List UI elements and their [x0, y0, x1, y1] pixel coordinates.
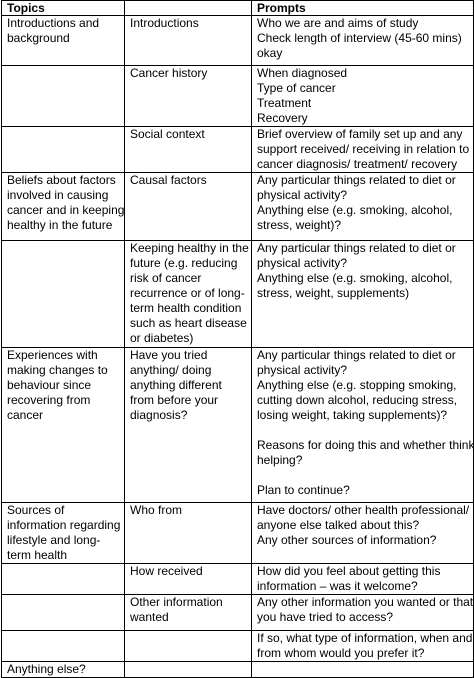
prompts-cell: [252, 66, 474, 127]
cell-text-line: recovering from: [7, 393, 91, 407]
cell-text-line: Treatment: [257, 96, 312, 110]
table-row: [2, 595, 474, 631]
cell-text-line: diagnosis?: [130, 408, 188, 422]
subtopic-cell: [125, 662, 252, 678]
cell-text-line: helping?: [257, 453, 303, 467]
table-row: [2, 348, 474, 503]
cell-text-line: stress, weight, supplements): [257, 286, 410, 300]
cell-text-line: involved in causing: [7, 188, 109, 202]
table-row: [2, 631, 474, 662]
prompts-cell: [252, 631, 474, 662]
cell-text-line: physical activity?: [257, 256, 348, 270]
cell-text-line: behaviour since: [7, 378, 92, 392]
cell-text-line: When diagnosed: [257, 66, 348, 80]
prompts-cell: [252, 241, 474, 348]
interview-topic-guide-table: [1, 0, 474, 678]
subtopic-cell: [125, 348, 252, 503]
topic-cell: [2, 241, 125, 348]
topic-cell: [2, 173, 125, 241]
cell-text-line: okay: [257, 46, 283, 60]
cell-text-line: physical activity?: [257, 188, 348, 202]
subtopic-cell: [125, 564, 252, 595]
cell-text-line: How received: [130, 564, 203, 578]
prompts-cell: [252, 127, 474, 173]
subtopic-cell: [125, 241, 252, 348]
cell-text-line: Keeping healthy in the: [130, 241, 249, 255]
header-topics: Topics: [2, 1, 125, 16]
header-prompts: Prompts: [252, 1, 474, 16]
prompts-cell: [252, 662, 474, 678]
cell-text-line: recurrence or of long-: [130, 286, 245, 300]
cell-text-line: future (e.g. reducing: [130, 256, 238, 270]
cell-text-line: lifestyle and long-: [7, 533, 101, 547]
cell-text-line: from before your: [130, 393, 219, 407]
topic-cell: [2, 631, 125, 662]
cell-text-line: Any other information you wanted or that: [257, 595, 474, 609]
cell-text-line: anything/ doing: [130, 363, 212, 377]
cell-text-line: cancer diagnosis/ treatment/ recovery: [257, 157, 458, 171]
cell-text-line: Any particular things related to diet or: [257, 348, 456, 362]
cell-text-line: Sources of: [7, 503, 65, 517]
prompts-cell: [252, 16, 474, 66]
prompts-cell: [252, 348, 474, 503]
cell-text-line: Cancer history: [130, 66, 208, 80]
cell-text-line: Check length of interview (45-60 mins): [257, 31, 462, 45]
cell-text-line: risk of cancer: [130, 271, 202, 285]
cell-text-line: cutting down alcohol, reducing stress,: [257, 393, 458, 407]
cell-text-line: How did you feel about getting this: [257, 564, 441, 578]
table-row: [2, 66, 474, 127]
cell-text-line: from whom would you prefer it?: [257, 646, 425, 660]
topic-cell: [2, 662, 125, 678]
prompts-cell: [252, 173, 474, 241]
table-header: [2, 1, 474, 16]
cell-text-line: Other information: [130, 595, 223, 609]
cell-text-line: you have tried to access?: [257, 610, 394, 624]
cell-text-line: Brief overview of family set up and any: [257, 127, 463, 141]
cell-text-line: background: [7, 31, 70, 45]
cell-text-line: physical activity?: [257, 363, 348, 377]
cell-text-line: Have doctors/ other health professional/: [257, 503, 470, 517]
subtopic-cell: [125, 503, 252, 564]
subtopic-cell: [125, 595, 252, 631]
table-row: [2, 241, 474, 348]
subtopic-cell: [125, 127, 252, 173]
cell-text-line: cancer and in keeping: [7, 203, 125, 217]
cell-text-line: Beliefs about factors: [7, 173, 116, 187]
topic-cell: [2, 564, 125, 595]
prompts-cell: [252, 595, 474, 631]
cell-text-line: information regarding: [7, 518, 121, 532]
cell-text-line: Reasons for doing this and whether think: [257, 438, 474, 452]
cell-text-line: Anything else?: [7, 662, 86, 676]
cell-text-line: information – was it welcome?: [257, 579, 418, 593]
cell-text-line: anyone else talked about this?: [257, 518, 420, 532]
cell-text-line: Plan to continue?: [257, 483, 350, 497]
prompts-cell: [252, 503, 474, 564]
topic-cell: [2, 66, 125, 127]
subtopic-cell: [125, 16, 252, 66]
cell-text-line: Introductions: [130, 16, 199, 30]
table-row: [2, 173, 474, 241]
cell-text-line: term health: [7, 548, 68, 562]
cell-text-line: Social context: [130, 127, 205, 141]
cell-text-line: term health condition: [130, 301, 242, 315]
cell-text-line: cancer: [7, 408, 44, 422]
topic-cell: [2, 503, 125, 564]
cell-text-line: Introductions and: [7, 16, 100, 30]
subtopic-cell: [125, 631, 252, 662]
cell-text-line: Type of cancer: [257, 81, 336, 95]
blank-line: [257, 468, 471, 483]
table-body: [2, 16, 474, 678]
topic-cell: [2, 595, 125, 631]
subtopic-cell: [125, 173, 252, 241]
cell-text-line: or diabetes): [130, 331, 194, 345]
cell-text-line: Have you tried: [130, 348, 208, 362]
table-row: [2, 127, 474, 173]
table-row: [2, 564, 474, 595]
cell-text-line: support received/ receiving in relation to: [257, 142, 470, 156]
blank-line: [257, 423, 471, 438]
table-row: [2, 662, 474, 678]
topic-cell: [2, 348, 125, 503]
cell-text-line: stress, weight)?: [257, 218, 342, 232]
header-row: [2, 1, 474, 16]
cell-text-line: losing weight, taking supplements)?: [257, 408, 448, 422]
prompts-cell: [252, 564, 474, 595]
topic-cell: [2, 127, 125, 173]
cell-text-line: Recovery: [257, 111, 308, 125]
cell-text-line: If so, what type of information, when and: [257, 631, 473, 645]
cell-text-line: anything different: [130, 378, 222, 392]
subtopic-cell: [125, 66, 252, 127]
cell-text-line: Experiences with: [7, 348, 98, 362]
cell-text-line: Causal factors: [130, 173, 207, 187]
header-subtopics: [125, 1, 252, 16]
cell-text-line: Anything else (e.g. smoking, alcohol,: [257, 203, 453, 217]
cell-text-line: Who we are and aims of study: [257, 16, 419, 30]
cell-text-line: Any particular things related to diet or: [257, 241, 456, 255]
cell-text-line: making changes to: [7, 363, 108, 377]
cell-text-line: Any other sources of information?: [257, 533, 437, 547]
topic-cell: [2, 16, 125, 66]
cell-text-line: Anything else (e.g. smoking, alcohol,: [257, 271, 453, 285]
table-row: [2, 503, 474, 564]
table-row: [2, 16, 474, 66]
cell-text-line: Who from: [130, 503, 183, 517]
cell-text-line: wanted: [130, 610, 169, 624]
cell-text-line: Anything else (e.g. stopping smoking,: [257, 378, 457, 392]
cell-text-line: healthy in the future: [7, 218, 113, 232]
cell-text-line: Any particular things related to diet or: [257, 173, 456, 187]
cell-text-line: such as heart disease: [130, 316, 247, 330]
